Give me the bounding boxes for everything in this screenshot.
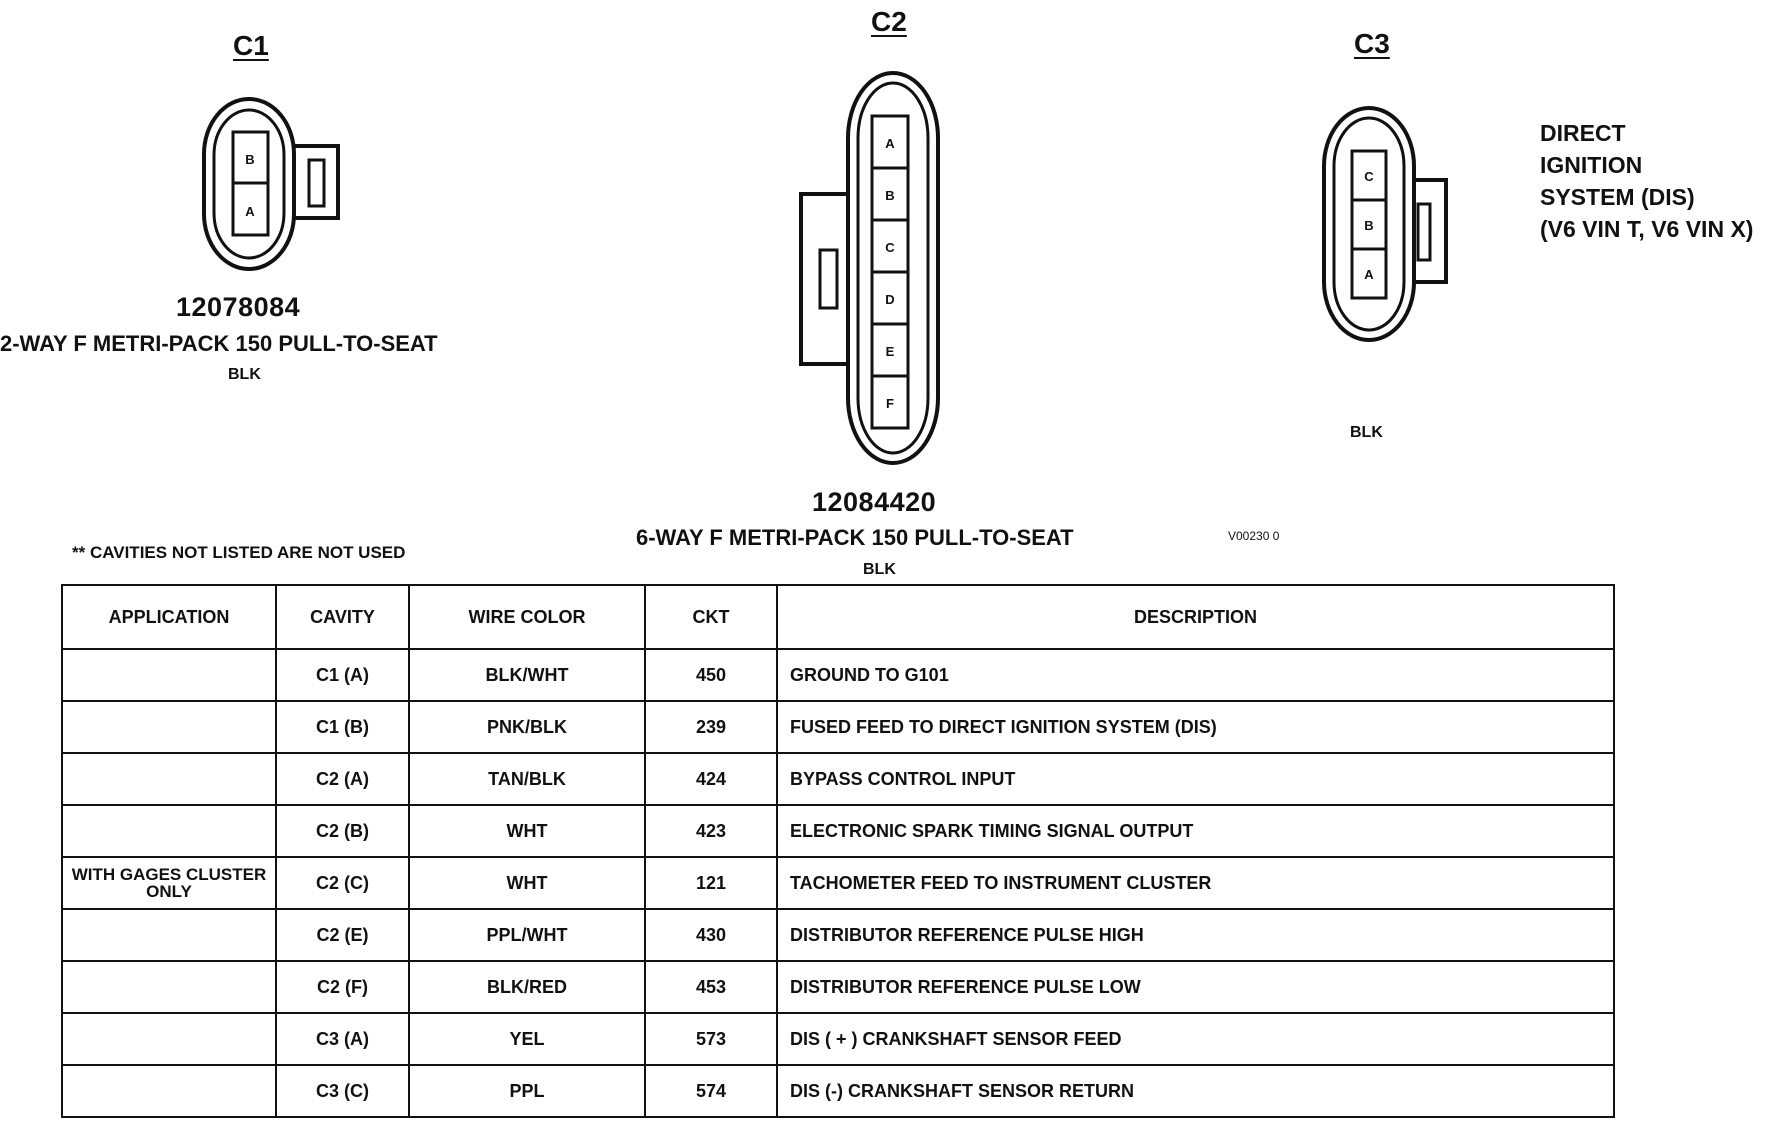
c2-cavity-label: D [885, 292, 895, 307]
c1-connector-drawing [204, 99, 338, 269]
system-name-line-2: IGNITION [1540, 152, 1643, 178]
cell-ckt: 121 [645, 857, 777, 909]
cell-cavity: C3 (C) [276, 1065, 409, 1117]
cell-application: WITH GAGES CLUSTER ONLY [62, 857, 276, 909]
cell-description: DISTRIBUTOR REFERENCE PULSE LOW [777, 961, 1614, 1013]
figure-code: V00230 0 [1228, 529, 1280, 543]
unused-cavities-note: ** CAVITIES NOT LISTED ARE NOT USED [72, 543, 406, 562]
c3-color: BLK [1350, 424, 1383, 441]
cell-wire-color: PPL/WHT [409, 909, 645, 961]
header-cavity: CAVITY [276, 585, 409, 649]
system-name-line-4: (V6 VIN T, V6 VIN X) [1540, 216, 1754, 242]
table-row [62, 805, 1614, 857]
cell-cavity: C2 (A) [276, 753, 409, 805]
cell-ckt: 450 [645, 649, 777, 701]
cell-wire-color: WHT [409, 857, 645, 909]
c3-cavity-label: C [1364, 169, 1374, 184]
cell-wire-color: PNK/BLK [409, 701, 645, 753]
header-description: DESCRIPTION [777, 585, 1614, 649]
c1-cavity-label: B [245, 152, 255, 167]
table-row [62, 857, 1614, 909]
cell-ckt: 430 [645, 909, 777, 961]
cell-application [62, 753, 276, 805]
c2-description: 6-WAY F METRI-PACK 150 PULL-TO-SEAT [636, 525, 1074, 550]
c2-cavity-label: F [886, 396, 894, 411]
cell-application [62, 649, 276, 701]
cell-cavity: C2 (B) [276, 805, 409, 857]
cell-application [62, 1013, 276, 1065]
c2-cavity-label: C [885, 240, 895, 255]
table-row [62, 961, 1614, 1013]
c1-cavity-label: A [245, 204, 255, 219]
cell-description: DIS ( + ) CRANKSHAFT SENSOR FEED [777, 1013, 1614, 1065]
cell-description: TACHOMETER FEED TO INSTRUMENT CLUSTER [777, 857, 1614, 909]
cell-cavity: C1 (B) [276, 701, 409, 753]
table-row [62, 1065, 1614, 1117]
system-name-line-3: SYSTEM (DIS) [1540, 184, 1695, 210]
cell-cavity: C2 (C) [276, 857, 409, 909]
cell-cavity: C3 (A) [276, 1013, 409, 1065]
pinout-table [61, 584, 1615, 1118]
table-row [62, 1013, 1614, 1065]
table-header-row [62, 585, 1614, 649]
cell-description: DIS (-) CRANKSHAFT SENSOR RETURN [777, 1065, 1614, 1117]
c1-description: 2-WAY F METRI-PACK 150 PULL-TO-SEAT [0, 331, 438, 356]
cell-ckt: 573 [645, 1013, 777, 1065]
c3-cavity-label: A [1364, 267, 1374, 282]
cell-wire-color: BLK/RED [409, 961, 645, 1013]
c3-connector-drawing [1324, 108, 1446, 340]
cell-ckt: 239 [645, 701, 777, 753]
cell-ckt: 423 [645, 805, 777, 857]
c2-cavity-label: A [885, 136, 895, 151]
cell-application [62, 701, 276, 753]
connector-c2-label: C2 [871, 6, 907, 37]
c3-cavity-label: B [1364, 218, 1374, 233]
cell-wire-color: BLK/WHT [409, 649, 645, 701]
cell-cavity: C1 (A) [276, 649, 409, 701]
cell-wire-color: WHT [409, 805, 645, 857]
connector-c3-label: C3 [1354, 28, 1390, 59]
c1-part-number: 12078084 [176, 292, 301, 322]
header-wire-color: WIRE COLOR [409, 585, 645, 649]
table-row [62, 649, 1614, 701]
cell-cavity: C2 (F) [276, 961, 409, 1013]
cell-application [62, 961, 276, 1013]
cell-description: FUSED FEED TO DIRECT IGNITION SYSTEM (DIS) [777, 701, 1614, 753]
table-row [62, 701, 1614, 753]
cell-ckt: 453 [645, 961, 777, 1013]
table-row [62, 909, 1614, 961]
c1-color: BLK [228, 366, 261, 383]
cell-description: ELECTRONIC SPARK TIMING SIGNAL OUTPUT [777, 805, 1614, 857]
cell-description: GROUND TO G101 [777, 649, 1614, 701]
cell-wire-color: PPL [409, 1065, 645, 1117]
cell-ckt: 574 [645, 1065, 777, 1117]
cell-description: DISTRIBUTOR REFERENCE PULSE HIGH [777, 909, 1614, 961]
cell-application [62, 1065, 276, 1117]
table-row [62, 753, 1614, 805]
connector-c1-label: C1 [233, 30, 269, 61]
cell-description: BYPASS CONTROL INPUT [777, 753, 1614, 805]
header-ckt: CKT [645, 585, 777, 649]
cell-application [62, 805, 276, 857]
c2-part-number: 12084420 [812, 487, 937, 517]
c2-cavity-label: E [885, 344, 895, 359]
header-application: APPLICATION [62, 585, 276, 649]
c2-color: BLK [863, 561, 896, 578]
cell-wire-color: YEL [409, 1013, 645, 1065]
cell-wire-color: TAN/BLK [409, 753, 645, 805]
cell-cavity: C2 (E) [276, 909, 409, 961]
cell-application [62, 909, 276, 961]
cell-ckt: 424 [645, 753, 777, 805]
c2-connector-drawing [801, 73, 938, 463]
system-name-line-1: DIRECT [1540, 120, 1626, 146]
c2-cavity-label: B [885, 188, 895, 203]
